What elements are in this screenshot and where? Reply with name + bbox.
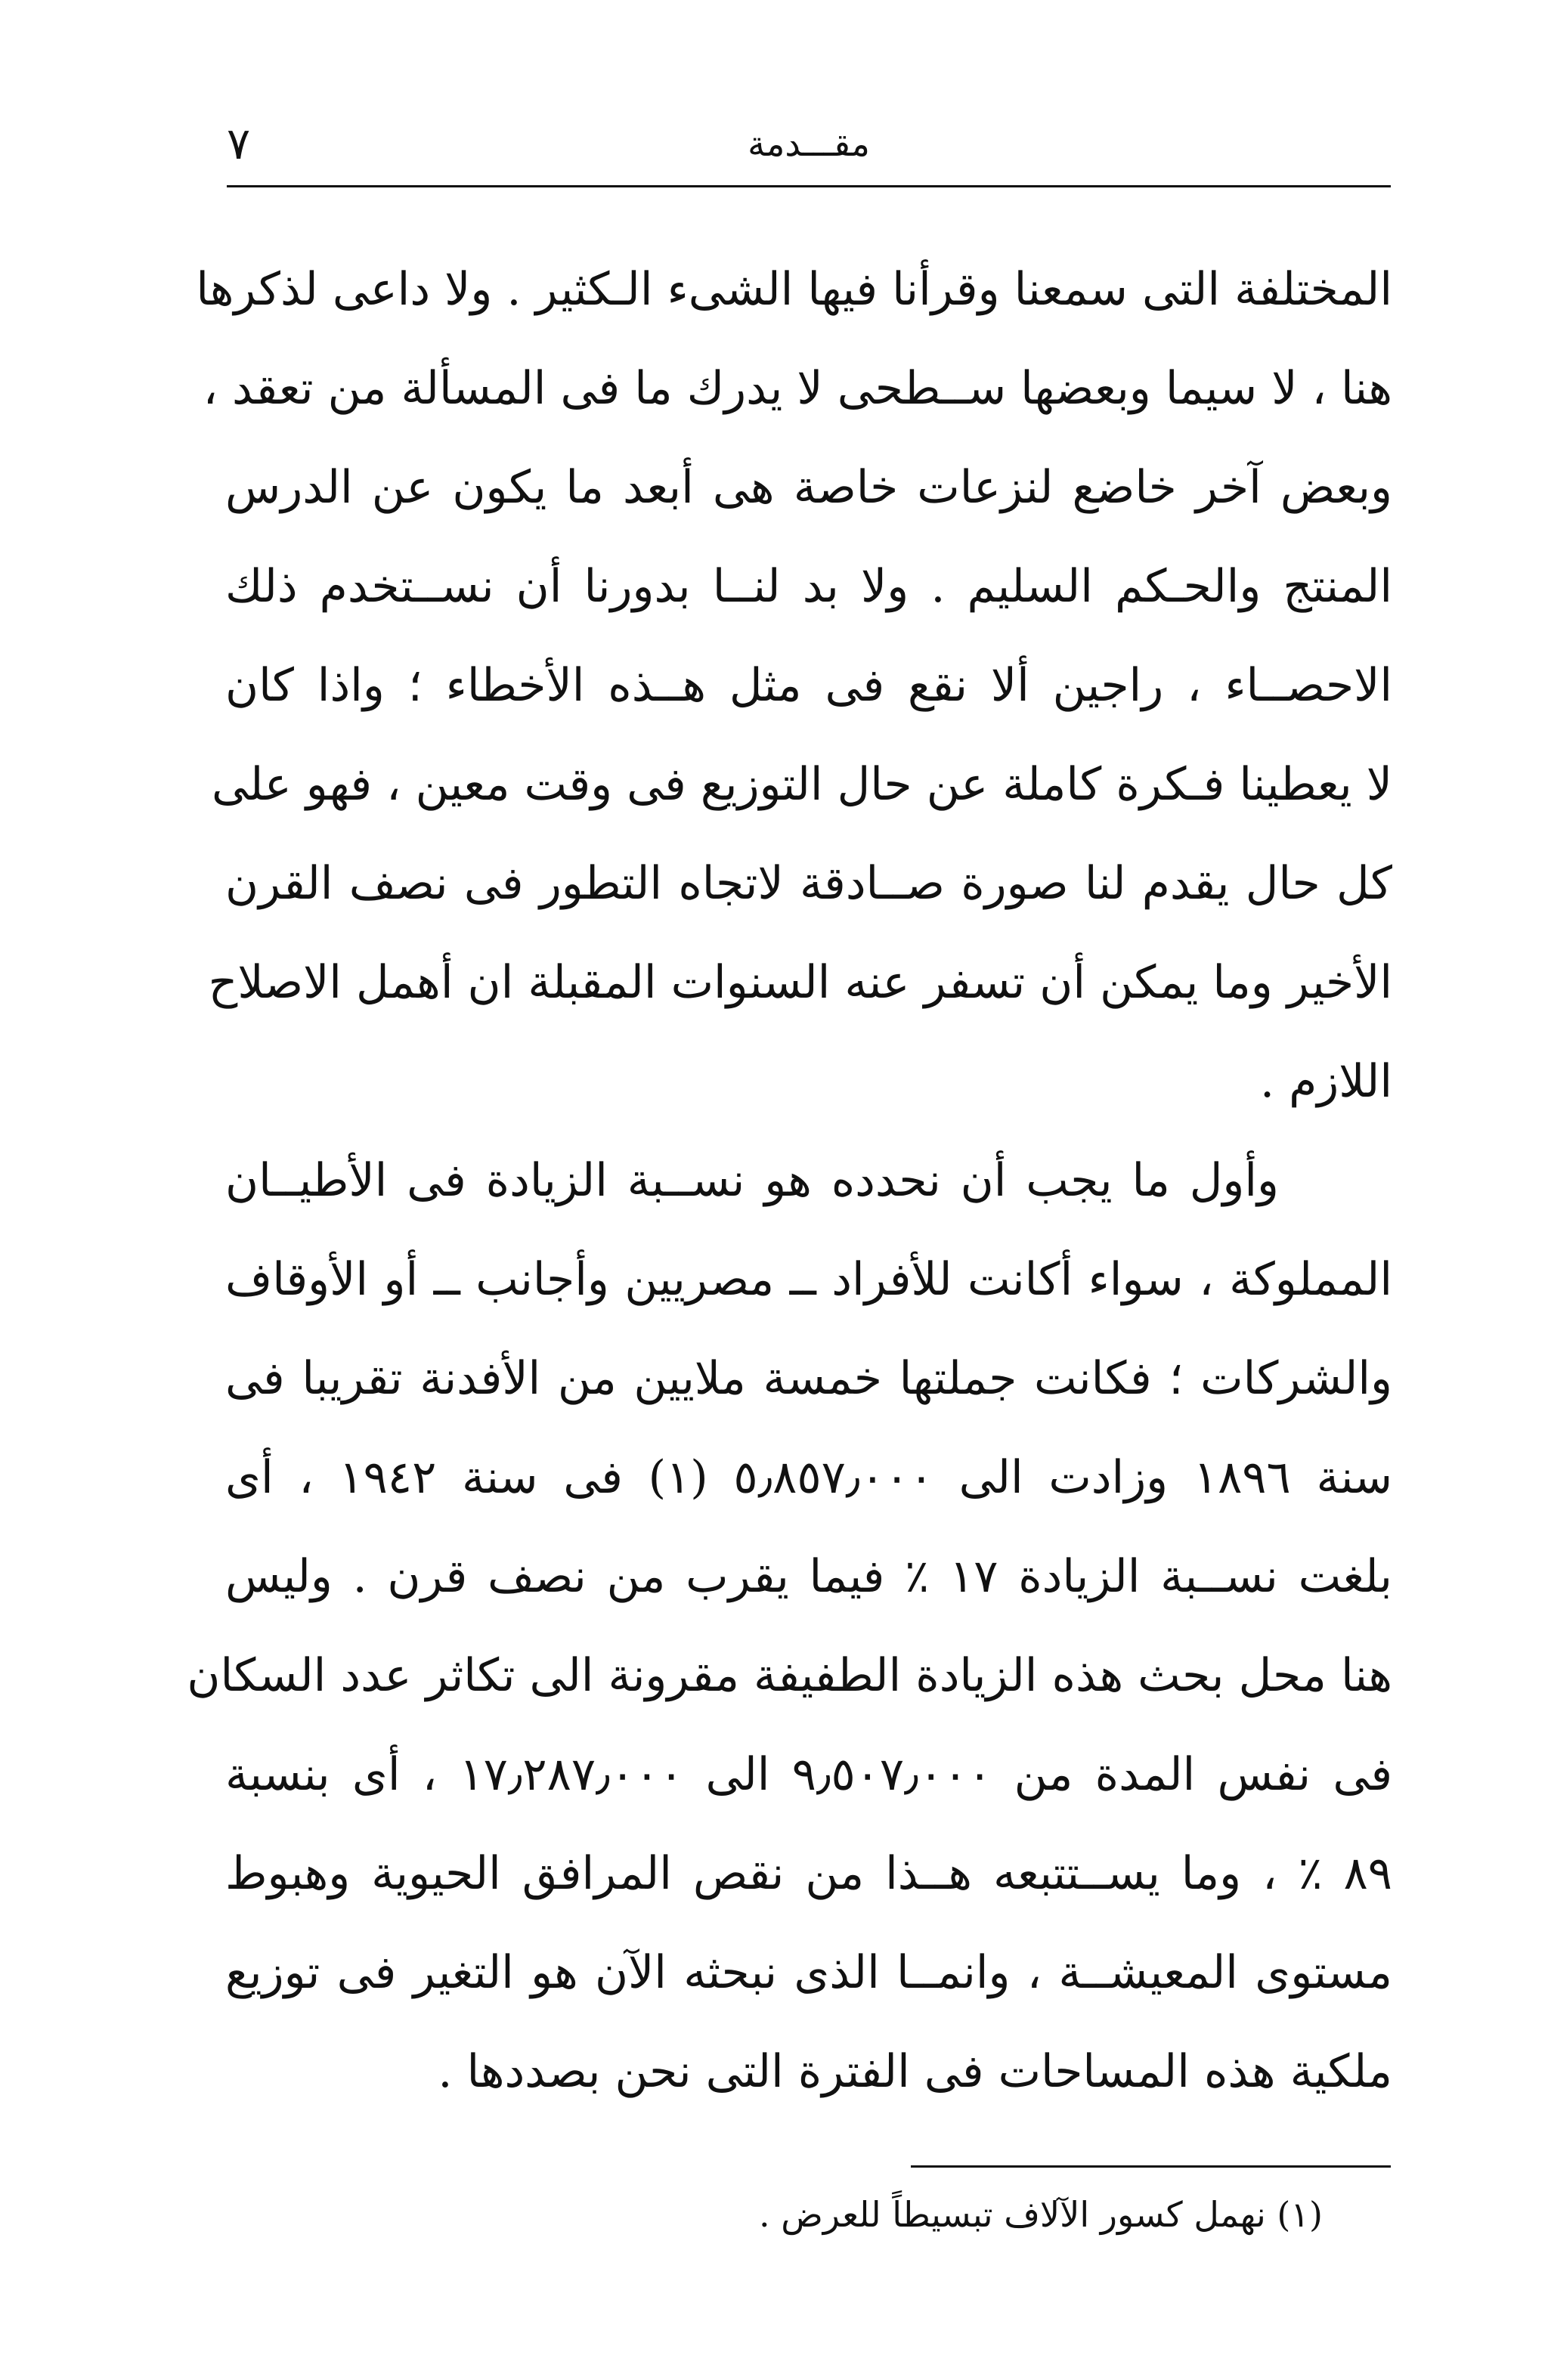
footnote: (١) نهمل كسور الآلاف تبسيطاً للعرض . xyxy=(758,2194,1323,2235)
body-text xyxy=(187,240,1393,2122)
chapter-title: مقـــدمة xyxy=(748,123,870,164)
page-number: ٧ xyxy=(227,118,251,169)
footnote-rule xyxy=(911,2165,1391,2168)
text-line: مستوى المعيشــة ، وانمــا الذى نبحثه الآن هو التغير فى توزيع xyxy=(225,1946,1392,1999)
text-line: هنا محل بحث هذه الزيادة الطفيفة مقرونة الى تكاثر عدد السكان xyxy=(187,1649,1392,1702)
text-line: والشركات ؛ فكانت جملتها خمسة ملايين من الأفدنة تقريبا فى xyxy=(225,1352,1392,1405)
text-line: كل حال يقدم لنا صورة صــادقة لاتجاه التطور فى نصف القرن xyxy=(225,857,1392,910)
text-line: الأخير وما يمكن أن تسفر عنه السنوات المقبلة ان أهمل الاصلاح xyxy=(208,956,1392,1009)
text-line: وبعض آخر خاضع لنزعات خاصة هى أبعد ما يكون عن الدرس xyxy=(225,461,1392,514)
text-line: هنا ، لا سيما وبعضها ســطحى لا يدرك ما فى المسألة من تعقد ، xyxy=(203,362,1392,415)
text-line: اللازم . xyxy=(1259,1055,1392,1108)
text-line: وأول ما يجب أن نحدده هو نســبة الزيادة فى الأطيــان xyxy=(225,1154,1279,1207)
text-line: فى نفس المدة من ٩٫٥٠٧٫٠٠٠ الى ١٧٫٢٨٧٫٠٠٠ ، أى بنسبة xyxy=(225,1748,1393,1801)
text-line: المملوكة ، سواء أكانت للأفراد ــ مصريين وأجانب ــ أو الأوقاف xyxy=(225,1253,1392,1306)
text-line: بلغت نســبة الزيادة ١٧ ٪ فيما يقرب من نصف قرن . وليس xyxy=(225,1550,1392,1603)
text-line: المختلفة التى سمعنا وقرأنا فيها الشىء الـكثير . ولا داعى لذكرها xyxy=(196,263,1392,316)
text-line: سنة ١٨٩٦ وزادت الى ٥٫٨٥٧٫٠٠٠ (١) فى سنة ١٩٤٢ ، أى xyxy=(225,1451,1392,1504)
paragraph-2 xyxy=(187,1131,1393,2122)
text-line: المنتج والحـكم السليم . ولا بد لنــا بدورنا أن نســتخدم ذلك xyxy=(225,560,1392,613)
text-line: الاحصــاء ، راجين ألا نقع فى مثل هــذه الأخطاء ؛ واذا كان xyxy=(225,659,1392,712)
text-line: لا يعطينا فـكرة كاملة عن حال التوزيع فى وقت معين ، فهو على xyxy=(212,758,1392,811)
text-line: ملكية هذه المساحات فى الفترة التى نحن بصددها . xyxy=(438,2045,1392,2098)
text-line: ٨٩ ٪ ، وما يســتتبعه هــذا من نقص المرافق الحيوية وهبوط xyxy=(225,1847,1392,1900)
page-header xyxy=(227,113,1391,174)
header-rule xyxy=(227,185,1391,187)
paragraph-1 xyxy=(196,240,1392,1131)
